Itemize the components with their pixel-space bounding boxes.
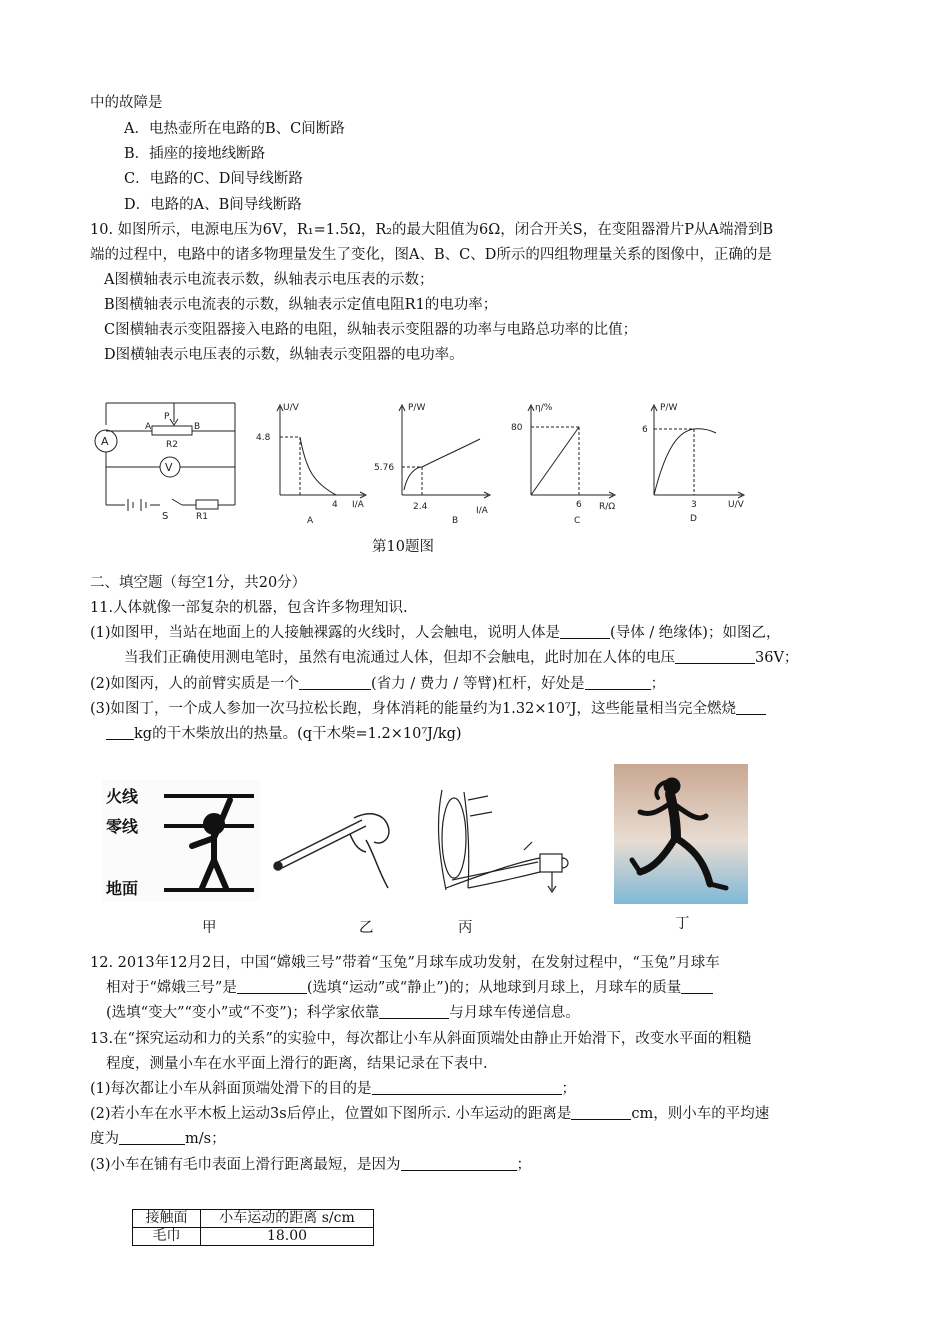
graph-d <box>628 395 758 530</box>
q13-p3-text-a: (3)小车在铺有毛巾表面上滑行距离最短，是因为 <box>90 1157 401 1173</box>
graph-c-name: C <box>574 516 581 526</box>
q11-p1-text-c: 当我们正确使用测电笔时，虽然有电流通过人体，但却不会触电，此时加在人体的电压 <box>124 650 675 666</box>
q13-p2-text-a: (2)若小车在水平木板上运动3s后停止，位置如下图所示. 小车运动的距离是 <box>90 1106 572 1122</box>
ammeter-symbol: A <box>101 435 109 448</box>
label-ground: 地面 <box>106 879 139 898</box>
graph-c-xlabel: R/Ω <box>599 502 616 512</box>
picture-ding-runner <box>614 764 748 904</box>
q11-p1-text-b: (导体 / 绝缘体)；如图乙， <box>610 625 781 641</box>
q13-p1-text-b: ； <box>561 1081 577 1097</box>
circuit-label-r2: R2 <box>166 440 178 450</box>
results-table <box>132 1209 374 1246</box>
graph-b <box>372 395 502 530</box>
q9-tail: 中的故障是 <box>90 95 163 111</box>
q12-line2 <box>106 978 713 998</box>
q10-line-a: A图横轴表示电流表示数，纵轴表示电压表的示数； <box>104 272 434 288</box>
graph-a-xtick: 4 <box>332 500 338 510</box>
q13-part2-line1 <box>90 1104 769 1124</box>
picture-jia-electric-shock <box>102 780 260 902</box>
picture-yi-test-pen <box>270 800 402 896</box>
q11-p2-text-b: (省力 / 费力 / 等臂)杠杆，好处是 <box>371 676 585 692</box>
circuit-label-s: S <box>162 511 169 522</box>
table-cell-surface: 毛巾 <box>133 1228 201 1246</box>
q10-line2: 端的过程中，电路中的诸多物理量发生了变化，图A、B、C、D所示的四组物理量关系的图像中，正确的是 <box>90 247 772 263</box>
graph-a-name: A <box>307 516 314 526</box>
q13-line2: 程度，测量小车在水平面上滑行的距离，结果记录在下表中. <box>106 1056 488 1072</box>
q10-line-b: B图横轴表示电流表的示数，纵轴表示定值电阻R1的电功率； <box>104 297 498 313</box>
q13-line1: 13.在“探究运动和力的关系”的实验中，每次都让小车从斜面顶端处由静止开始滑下，改变水平面的粗糙 <box>90 1031 752 1047</box>
graph-c-xtick: 6 <box>576 500 582 510</box>
table-header-distance: 小车运动的距离 s/cm <box>201 1210 374 1228</box>
answer-blank[interactable] <box>379 1003 449 1019</box>
q10-line-d: D图横轴表示电压表的示数，纵轴表示变阻器的电功率。 <box>104 347 464 363</box>
caption-bing: 丙 <box>458 920 473 936</box>
table-cell-distance: 18.00 <box>201 1228 374 1246</box>
table-row <box>133 1228 374 1246</box>
answer-blank[interactable] <box>372 1079 562 1095</box>
q11-part1-line1 <box>90 623 780 643</box>
circuit-label-b: B <box>194 422 201 432</box>
q11-part2 <box>90 674 665 694</box>
q11-p2-text-a: (2)如图丙，人的前臂实质是一个 <box>90 676 300 692</box>
answer-blank[interactable] <box>106 724 134 740</box>
answer-blank[interactable] <box>585 674 651 690</box>
label-live-wire: 火线 <box>106 787 139 806</box>
q13-p3-text-b: ； <box>516 1157 532 1173</box>
q12-text-c: (选填“变大”“变小”或“不变”)；科学家依靠 <box>106 1005 380 1021</box>
q11-part1-line2 <box>124 648 798 668</box>
caption-jia: 甲 <box>202 920 217 936</box>
graph-b-xtick: 2.4 <box>413 502 428 512</box>
q13-p2-text-d: m/s； <box>185 1131 226 1147</box>
circuit-label-p: P <box>164 412 170 422</box>
q9-option-a: A．电热壶所在电路的B、C间断路 <box>124 121 345 137</box>
q12-text-d: 与月球车传递信息。 <box>449 1005 580 1021</box>
q13-p2-text-c: 度为 <box>90 1131 119 1147</box>
picture-bing-forearm <box>428 780 584 902</box>
graph-a-ytick: 4.8 <box>256 433 271 443</box>
answer-blank[interactable] <box>681 978 713 994</box>
circuit-diagram <box>90 395 250 525</box>
q12-text-a: 相对于“嫦娥三号”是 <box>106 980 237 996</box>
answer-blank[interactable] <box>736 699 766 715</box>
q11-stem: 11.人体就像一部复杂的机器，包含许多物理知识. <box>90 600 408 616</box>
graph-c-ytick: 80 <box>511 423 523 433</box>
q10-line1: 10. 如图所示，电源电压为6V，R₁=1.5Ω，R₂的最大阻值为6Ω，闭合开关S，在变阻器滑片P从A端滑到B <box>90 222 774 238</box>
answer-blank[interactable] <box>571 1104 631 1120</box>
answer-blank[interactable] <box>560 623 610 639</box>
q10-line-c: C图横轴表示变阻器接入电路的电阻，纵轴表示变阻器的功率与电路总功率的比值； <box>104 322 638 338</box>
q11-part3-line1 <box>90 699 766 719</box>
graph-b-ylabel: P/W <box>408 403 426 413</box>
graph-c <box>503 395 633 530</box>
q12-text-b: (选填“运动”或“静止”)的；从地球到月球上，月球车的质量 <box>306 980 682 996</box>
answer-blank[interactable] <box>401 1155 517 1171</box>
graph-d-ylabel: P/W <box>660 403 678 413</box>
graph-b-name: B <box>452 516 459 526</box>
q13-part2-line2 <box>90 1129 226 1149</box>
voltmeter-symbol: V <box>165 461 173 474</box>
q10-figure-caption: 第10题图 <box>372 539 434 555</box>
q13-part3 <box>90 1155 531 1175</box>
graph-b-xlabel: I/A <box>476 506 488 516</box>
graph-d-xtick: 3 <box>691 500 697 510</box>
q12-line1: 12. 2013年12月2日，中国“嫦娥三号”带着“玉兔”月球车成功发射，在发射过程中，“玉兔”月球车 <box>90 955 720 971</box>
circuit-label-r1: R1 <box>196 512 208 522</box>
q9-option-b: B．插座的接地线断路 <box>124 146 266 162</box>
graph-c-ylabel: η/% <box>535 403 553 413</box>
circuit-label-a: A <box>145 422 152 432</box>
q11-p1-text-a: (1)如图甲，当站在地面上的人接触裸露的火线时，人会触电，说明人体是 <box>90 625 561 641</box>
answer-blank[interactable] <box>237 978 307 994</box>
table-header-surface: 接触面 <box>133 1210 201 1228</box>
q11-part3-line2 <box>106 724 462 744</box>
q13-p2-text-b: cm，则小车的平均速 <box>631 1106 770 1122</box>
section-title: 二、填空题（每空1分，共20分） <box>90 575 307 591</box>
answer-blank[interactable] <box>299 674 371 690</box>
graph-d-name: D <box>690 514 697 524</box>
graph-d-xlabel: U/V <box>728 500 744 510</box>
graph-a-ylabel: U/V <box>283 403 299 413</box>
answer-blank[interactable] <box>675 648 755 664</box>
table-header-row <box>133 1210 374 1228</box>
q13-part1 <box>90 1079 576 1099</box>
q9-option-d: D．电路的A、B间导线断路 <box>124 197 302 213</box>
graph-a <box>252 395 382 530</box>
graph-d-ytick: 6 <box>642 425 648 435</box>
graph-b-ytick: 5.76 <box>374 463 395 473</box>
q11-p3-text-a: (3)如图丁，一个成人参加一次马拉松长跑，身体消耗的能量约为1.32×10⁷J，这些能量相当完全燃烧 <box>90 701 737 717</box>
answer-blank[interactable] <box>119 1129 185 1145</box>
caption-yi: 乙 <box>359 920 374 936</box>
q9-option-c: C．电路的C、D间导线断路 <box>124 171 303 187</box>
q12-line3 <box>106 1003 580 1023</box>
q11-p1-text-d: 36V； <box>755 650 799 666</box>
label-neutral-wire: 零线 <box>106 817 139 836</box>
caption-ding: 丁 <box>675 916 690 932</box>
graph-a-xlabel: I/A <box>352 500 364 510</box>
q13-p1-text-a: (1)每次都让小车从斜面顶端处滑下的目的是 <box>90 1081 372 1097</box>
q11-p3-text-b: kg的干木柴放出的热量。(q干木柴=1.2×10⁷J/kg) <box>134 726 462 742</box>
q11-p2-text-c: ； <box>650 676 666 692</box>
